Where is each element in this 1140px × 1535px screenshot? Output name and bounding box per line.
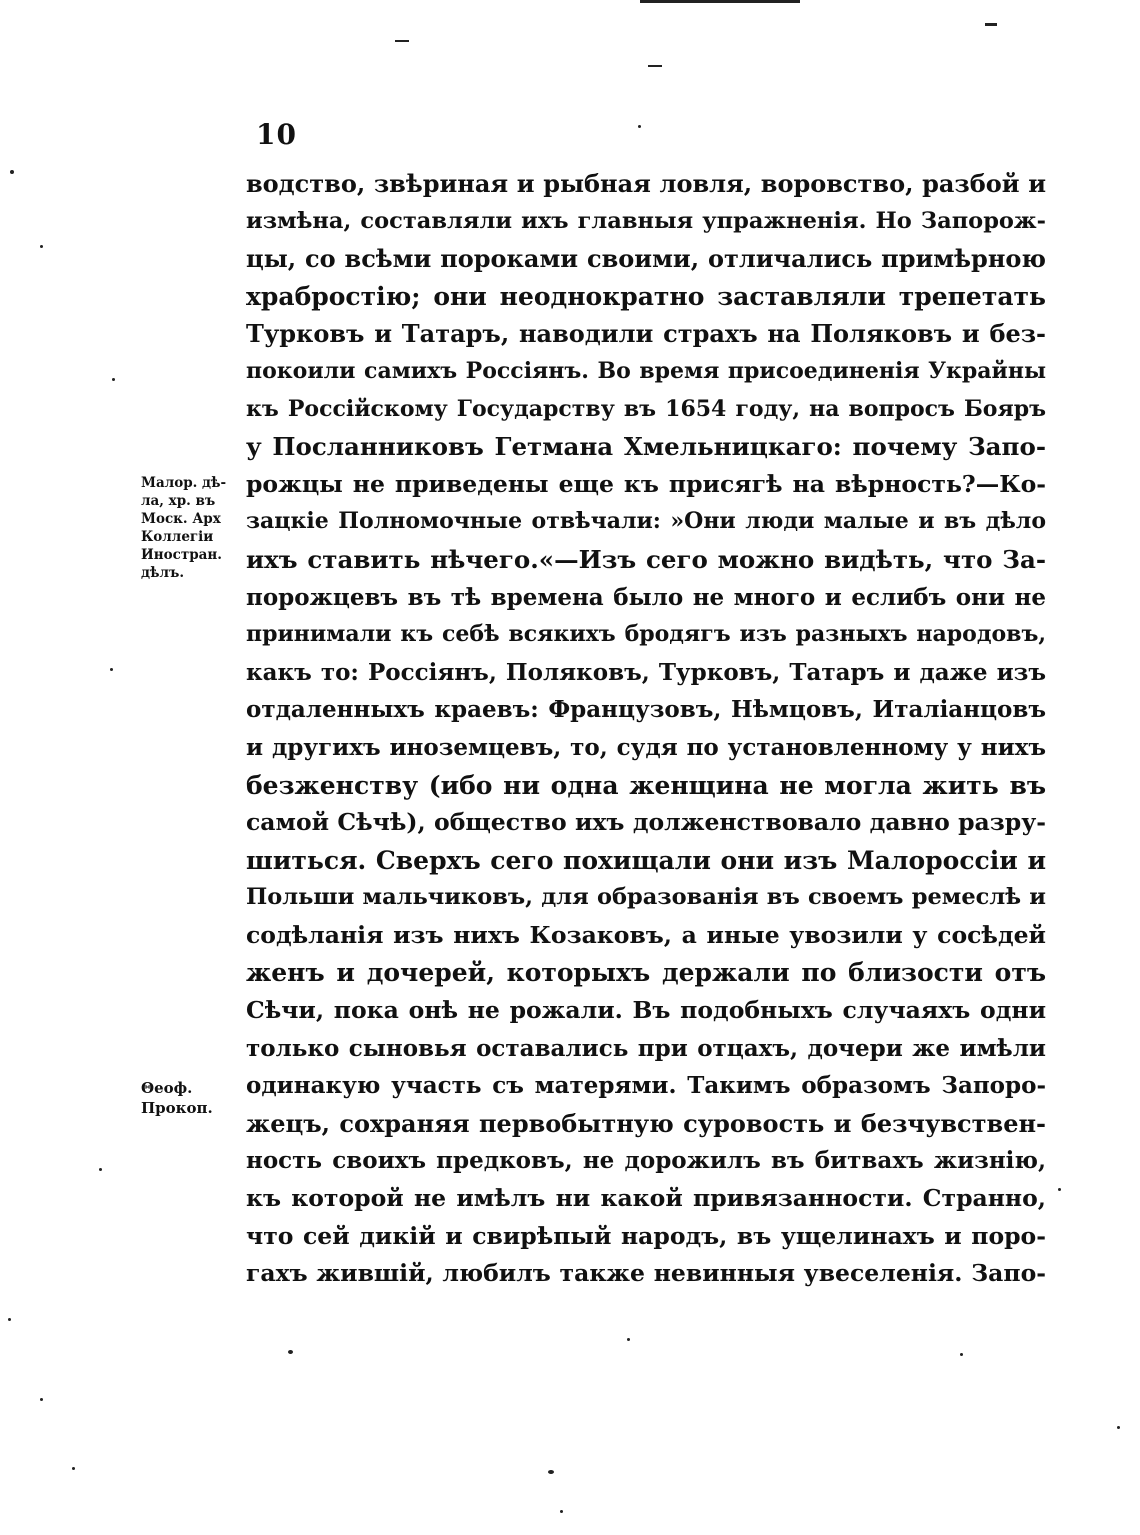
text-line: къ Россійскому Государству въ 1654 году, на вопросъ Бояръ [246,395,1046,422]
margin-note-line: Прокоп. [141,1099,213,1117]
margin-note-line: Иностран. [141,547,222,563]
scan-artifact [288,1350,293,1354]
scan-artifact [638,125,641,128]
scan-artifact [8,1318,11,1321]
text-line: отдаленныхъ краевъ: Французовъ, Нѣмцовъ, Италіанцовъ [246,696,1046,724]
text-line: къ которой не имѣлъ ни какой привязанности. Странно, [246,1184,1046,1213]
page-number: 10 [256,118,297,151]
scan-artifact [40,245,43,248]
text-line: и другихъ иноземцевъ, то, судя по установленному у нихъ [246,733,1046,761]
scan-artifact [627,1338,630,1341]
scan-artifact [960,1353,963,1356]
text-line: гахъ жившій, любилъ также невинныя увеселенія. Запо- [246,1259,1046,1288]
text-line: шиться. Сверхъ сего похищали они изъ Малороссіи и [246,845,1046,875]
scan-artifact [40,1398,43,1401]
text-line: Турковъ и Татаръ, наводили страхъ на Поляковъ и без- [246,319,1046,349]
text-line: какъ то: Россіянъ, Поляковъ, Турковъ, Татаръ и даже изъ [246,658,1046,686]
margin-note-author [141,1078,241,1118]
margin-note-line: ла, хр. въ [141,493,216,509]
body-text [246,165,1046,1293]
text-line: ность своихъ предковъ, не дорожилъ въ битвахъ жизнію, [246,1147,1046,1175]
text-line: Польши мальчиковъ, для образованія въ своемъ ремеслѣ и [246,884,1046,911]
scan-artifact [72,1467,75,1470]
scan-artifact [640,0,800,3]
text-line: жецъ, сохраняя первобытную суровость и безчувствен- [246,1108,1046,1138]
scan-artifact [112,378,115,381]
text-line: только сыновья оставались при отцахъ, дочери же имѣли [246,1034,1046,1062]
text-line: цы, со всѣми пороками своими, отличались примѣрною [246,244,1046,274]
margin-note-line: Коллегіи [141,529,214,545]
text-line: Сѣчи, пока онѣ не рожали. Въ подобныхъ случаяхъ одни [246,996,1046,1025]
scan-artifact [99,1168,102,1171]
text-line: принимали къ себѣ всякихъ бродягъ изъ разныхъ народовъ, [246,621,1046,648]
text-line: порожцевъ въ тѣ времена было не много и еслибъ они не [246,583,1046,611]
scan-artifact [548,1470,554,1474]
scan-artifact [648,65,662,67]
text-line: одинакую участь съ матерями. Такимъ образомъ Запоро- [246,1072,1046,1100]
text-line: водство, звѣриная и рыбная ловля, воровство, разбой и [246,169,1046,198]
text-line: ихъ ставить нѣчего.«—Изъ сего можно видѣть, что За- [246,544,1046,574]
margin-note-line: Θеоф. [141,1079,193,1097]
text-line: женъ и дочерей, которыхъ держали по близости отъ [246,958,1046,988]
text-line: безженству (ибо ни одна женщина не могла жить въ [246,770,1046,800]
scan-artifact [985,23,997,26]
text-line: что сей дикій и свирѣпый народъ, въ ущелинахъ и поро- [246,1221,1046,1250]
margin-note-line: Малор. дѣ- [141,475,227,491]
text-line: покоили самихъ Россіянъ. Во время присоединенія Украйны [246,357,1046,384]
text-line: у Посланниковъ Гетмана Хмельницкаго: почему Запо- [246,432,1046,462]
scan-artifact [110,668,113,671]
text-line: самой Сѣчѣ), общество ихъ долженствовало давно разру- [246,808,1046,837]
scan-artifact [395,40,409,42]
scan-artifact [10,170,14,174]
scan-artifact [1117,1426,1120,1429]
text-line: зацкіе Полномочные отвѣчали: »Они люди малые и въ дѣло [246,508,1046,535]
margin-note-source [141,474,241,582]
text-line: храбростію; они неоднократно заставляли трепетать [246,281,1046,311]
margin-note-line: Моск. Арх [141,511,221,527]
text-line: содѣланія изъ нихъ Козаковъ, а иные увозили у сосѣдей [246,920,1046,949]
scan-artifact [1058,1188,1061,1191]
text-line: измѣна, составляли ихъ главныя упражненія. Но Запорож- [246,207,1046,234]
text-line: рожцы не приведены еще къ присягѣ на вѣрность?—Ко- [246,469,1046,498]
margin-note-line: дѣлъ. [141,565,185,581]
scan-artifact [560,1510,563,1513]
